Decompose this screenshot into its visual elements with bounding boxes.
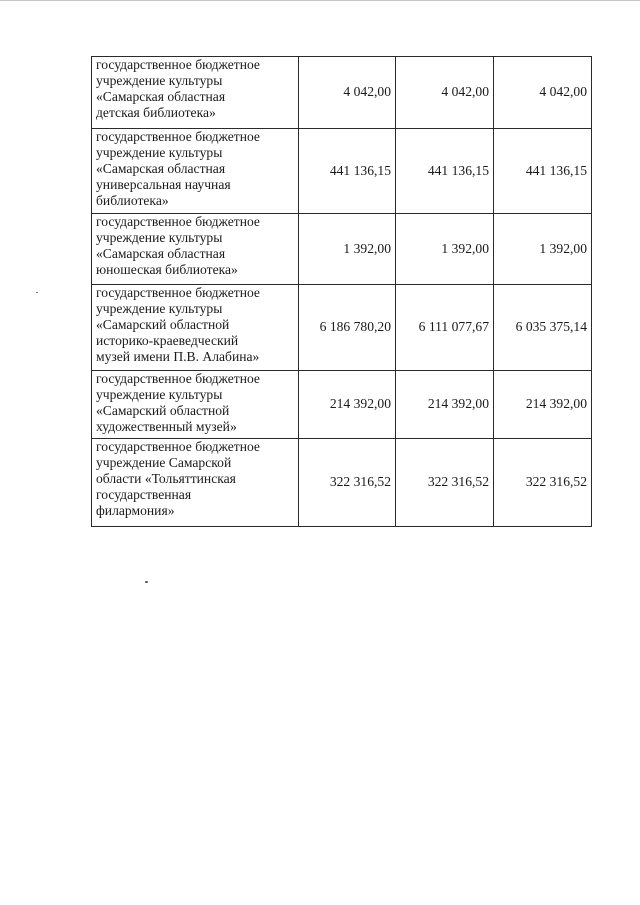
institution-name-line: детская библиотека»: [96, 105, 216, 120]
table-row: [92, 371, 592, 439]
institution-name-line: учреждение культуры: [96, 387, 223, 402]
amount-cell-1: 6 186 780,20: [299, 285, 396, 371]
amount-cell-2: 441 136,15: [396, 129, 494, 214]
amount-cell-3: 6 035 375,14: [494, 285, 592, 371]
institution-name-line: учреждение культуры: [96, 301, 223, 316]
scan-speck: [36, 292, 38, 293]
institution-name-line: юношеская библиотека»: [96, 262, 238, 277]
institution-name-line: «Самарский областной: [96, 317, 230, 332]
amount-cell-1: 4 042,00: [299, 57, 396, 129]
amount-cell-2: 1 392,00: [396, 214, 494, 285]
amount-cell-2: 322 316,52: [396, 439, 494, 527]
amount-cell-1: 441 136,15: [299, 129, 396, 214]
amount-cell-1: 322 316,52: [299, 439, 396, 527]
table-row: [92, 439, 592, 527]
institution-name-line: историко-краеведческий: [96, 333, 239, 348]
table-row: [92, 285, 592, 371]
institution-name-line: области «Тольяттинская: [96, 471, 236, 486]
institution-name-cell: [92, 214, 299, 285]
institution-name-line: «Самарская областная: [96, 246, 226, 261]
amount-cell-1: 214 392,00: [299, 371, 396, 439]
institution-name-line: музей имени П.В. Алабина»: [96, 349, 260, 364]
table-row: [92, 129, 592, 214]
amount-cell-2: 6 111 077,67: [396, 285, 494, 371]
institution-name-line: учреждение культуры: [96, 73, 223, 88]
institution-name-cell: [92, 439, 299, 527]
page-top-edge: [0, 0, 640, 3]
scan-speck: [145, 581, 148, 583]
amount-cell-3: 1 392,00: [494, 214, 592, 285]
institution-name-line: государственное бюджетное: [96, 285, 260, 300]
amount-cell-3: 322 316,52: [494, 439, 592, 527]
amount-cell-2: 214 392,00: [396, 371, 494, 439]
institution-name-line: универсальная научная: [96, 177, 231, 192]
institution-name-line: учреждение Самарской: [96, 455, 232, 470]
budget-table: [91, 56, 592, 527]
amount-cell-3: 441 136,15: [494, 129, 592, 214]
table-row: [92, 57, 592, 129]
institution-name-cell: [92, 57, 299, 129]
institution-name-cell: [92, 129, 299, 214]
institution-name-line: учреждение культуры: [96, 230, 223, 245]
amount-cell-3: 4 042,00: [494, 57, 592, 129]
institution-name-line: государственное бюджетное: [96, 129, 260, 144]
institution-name-cell: [92, 371, 299, 439]
institution-name-line: «Самарская областная: [96, 89, 226, 104]
institution-name-line: филармония»: [96, 503, 175, 518]
institution-name-line: учреждение культуры: [96, 145, 223, 160]
institution-name-line: государственное бюджетное: [96, 371, 260, 386]
institution-name-line: библиотека»: [96, 193, 169, 208]
institution-name-line: государственное бюджетное: [96, 57, 260, 72]
amount-cell-3: 214 392,00: [494, 371, 592, 439]
institution-name-line: государственная: [96, 487, 192, 502]
institution-name-line: «Самарская областная: [96, 161, 226, 176]
amount-cell-1: 1 392,00: [299, 214, 396, 285]
institution-name-line: государственное бюджетное: [96, 214, 260, 229]
amount-cell-2: 4 042,00: [396, 57, 494, 129]
table-row: [92, 214, 592, 285]
institution-name-cell: [92, 285, 299, 371]
institution-name-line: «Самарский областной: [96, 403, 230, 418]
institution-name-line: государственное бюджетное: [96, 439, 260, 454]
institution-name-line: художественный музей»: [96, 419, 237, 434]
